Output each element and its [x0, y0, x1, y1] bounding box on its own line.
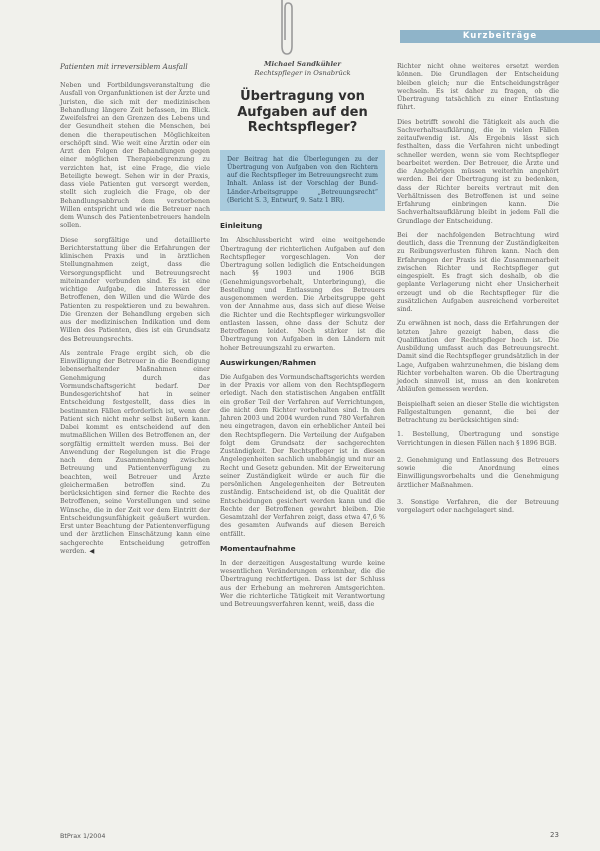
paperclip-icon — [275, 0, 297, 58]
section-banner-label: Kurzbeiträge — [462, 31, 538, 41]
section-heading: Momentaufnahme — [220, 543, 296, 553]
article-title: Übertragung von Aufgaben auf den Rechtspfleger? — [237, 89, 368, 135]
article-abstract: Der Beitrag hat die Überlegungen zu der Übertragung von Aufgaben von den Richtern auf die Rechtspfleger im Betreuungsrecht zum Inhalt. Anlass ist der Vorschlag der Bund-Länder-Arbeitsgruppe „Betreuungsrecht“ (Bericht S. 3, Entwurf, 9. Satz 1 BR). — [220, 150, 385, 212]
middle-column — [220, 60, 385, 614]
end-of-article-icon: ◀ — [89, 546, 95, 555]
author-role: Rechtspfleger in Osnabrück — [254, 68, 351, 77]
section-heading: Auswirkungen/Rahmen — [220, 357, 317, 367]
author-name: Michael Sandkühler — [264, 60, 341, 68]
list-item: 1. Bestellung, Übertragung und sonstige Verrichtungen in diesen Fällen nach § 1896 BGB. — [397, 430, 559, 447]
paragraph: Beispielhaft seien an dieser Stelle die wichtigsten Fallgestaltungen genannt, die bei der Betrachtung zu berücksichtigen sind: — [397, 399, 559, 424]
numbered-list — [397, 430, 559, 514]
paragraph: Zu erwähnen ist noch, dass die Erfahrungen der letzten Jahre gezeigt haben, dass die Qualifikation der Rechtspfleger hoch ist. Die Ausbildung umfasst auch das Betreuungsrecht. Damit sind die Rechtspfleger grundsätzlich in der Lage, Aufgaben wahrzunehmen, die bislang dem Richter vorbehalten waren. Ob die Übertragung jedoch sinnvoll ist, muss an den konkreten Abläufen gemessen werden. — [397, 319, 559, 394]
section-heading: Einleitung — [220, 221, 263, 231]
paragraph: Dies betrifft sowohl die Tätigkeit als auch die Sachverhaltsaufklärung, die in vielen Fällen zeitaufwendig ist. Als Ergebnis lässt sich festhalten, dass die Verfahren nicht unbedingt schneller werden, wenn sie vom Rechtspfleger bearbeitet werden. Der Betreuer, die Ärzte und die Angehörigen müssen weiterhin angehört werden. Bei der Übertragung ist zu bedenken, dass der Richter bereits vertraut mit den Verhältnissen des Betroffenen ist und seine Erfahrung einbringen kann. Die Sachverhaltsaufklärung bleibt in jedem Fall die Grundlage der Entscheidung. — [397, 117, 559, 225]
paragraph: In der derzeitigen Ausgestaltung wurde keine wesentlichen Veränderungen erkennbar, die die Übertragung rechtfertigen. Dass ist der Schluss aus der Erhebung an mehreren Amtsgerichten. Wer die richterliche Tätigkeit mit Verantwortung und Betreuungsverfahren kennt, weiß, dass die — [220, 558, 385, 609]
paragraph: Neben und Fortbildungsveranstaltung die Ausfall von Organfunktionen ist der Ärzte und Juristen, die sich mit der medizinischen Behandlung längere Zeit befassen, im Blick. Zweifelsfrei an den Grenzen des Lebens und der Gesundheit stehen die Menschen, bei denen die therapeutischen Möglichkeiten erschöpft sind. Wie weit eine Ärztin oder ein Arzt den Folgen der Behandlungen gegen einer möglichen Therapiebegrenzung zu verzichten hat, ist eine Frage, die viele Beteiligte bewegt. Sehen wir in der Praxis, dass viele Patienten gut versorgt werden, stellt sich zugleich die Frage, ob der Behandlungsabbruch dem verstorbenen Willen entspricht und wie die Betreuer nach dem Wunsch des Patientenbetreuers handeln sollen. — [60, 81, 210, 230]
previous-article-heading: Patienten mit irreversiblem Ausfall — [60, 62, 188, 71]
section-banner — [400, 30, 600, 43]
page-number: 23 — [550, 831, 559, 839]
list-item: 2. Genehmigung und Entlassung des Betreuers sowie die Anordnung eines Einwilligungsvorbehalts und die Genehmigung ärztlicher Maßnahmen. — [397, 455, 559, 489]
journal-footer: BtPrax 1/2004 — [60, 832, 106, 840]
author-block — [220, 60, 385, 77]
left-column — [60, 62, 210, 561]
paragraph: Im Abschlussbericht wird eine weitgehende Übertragung der richterlichen Aufgaben auf den Rechtspfleger vorgeschlagen. Von der Übertragung sollen lediglich die Entscheidungen nach §§ 1903 und 1906 BGB (Genehmigungsvorbehalt, Unterbringung), die Bestellung und Entlassung des Betreuers ausgenommen werden. Die Arbeitsgruppe geht von der Annahme aus, dass sich auf diese Weise die Richter und die Rechtspfleger wirkungsvoller entlasten lassen, ohne dass der Schutz der Betroffenen leidet. Noch stärker ist die Übertragung von Aufgaben in den Ländern mit hoher Betreuungszahl zu erwarten. — [220, 236, 385, 352]
list-item: 3. Sonstige Verfahren, die der Betreuung vorgelagert oder nachgelagert sind. — [397, 497, 559, 514]
paragraph: Die Aufgaben des Vormundschaftsgerichts werden in der Praxis vor allem von den Rechtspflegern erledigt. Nach den statistischen Angaben entfällt ein großer Teil der Verfahren auf Verrichtungen, die nicht dem Richter vorbehalten sind. In den Jahren 2003 und 2004 wurden rund 780 Verfahren neu eingetragen, davon ein erheblicher Anteil bei den Rechtspflegern. Die Verteilung der Aufgaben folgt dem Grundsatz der sachgerechten Zuständigkeit. Der Rechtspfleger ist in diesen Angelegenheiten sachlich unabhängig und nur an Recht und Gesetz gebunden. Mit der Erweiterung seiner Zuständigkeit würde er auch für die persönlichen Angelegenheiten der Betreuten zuständig. Entscheidend ist, ob die Qualität der Entscheidungen gesichert werden kann und die Rechte der Betroffenen gewahrt bleiben. Die Gesamtzahl der Verfahren zeigt, dass etwa 47,6 % des gesamten Aufwands auf diesen Bereich entfällt. — [220, 372, 385, 538]
paragraph-text: Als zentrale Frage ergibt sich, ob die Einwilligung der Betreuer in die Beendigung lebenserhaltender Maßnahmen einer Genehmigung durch das Vormundschaftsgericht bedarf. Der Bundesgerichtshof hat in seiner Entscheidung festgestellt, dass dies in bestimmten Fällen erforderlich ist, wenn der Patient sich nicht mehr selbst äußern kann. Dabei kommt es entscheidend auf den mutmaßlichen Willen des Betroffenen an, der sorgfältig ermittelt werden muss. Bei der Anwendung der Regelungen ist die Frage nach dem Zusammenhang zwischen Betreuung und Patientenverfügung zu beachten, weil Betreuer und Ärzte gleichermaßen betroffen sind. Zu berücksichtigen sind ferner die Rechte des Betroffenen, seine Vorstellungen und seine Wünsche, die in der Zeit vor dem Eintritt der Entscheidungsunfähigkeit geäußert wurden. Erst unter Beachtung der Patientenverfügung und der ärztlichen Einschätzung kann eine sachgerechte Entscheidung getroffen werden. — [60, 348, 210, 555]
paragraph: Diese sorgfältige und detaillierte Berichterstattung über die Erfahrungen der klinischen Praxis und in ärztlichen Stellungnahmen zeigt, dass die Versorgungspflicht und Betreuungsrecht miteinander verbunden sind. Es ist eine wichtige Aufgabe, die Interessen der Betroffenen, den Willen und die Würde des Patienten zu respektieren und zu bewahren. Die Grenzen der Behandlung ergeben sich aus der medizinischen Indikation und dem Willen des Patienten, dies ist ein Grundsatz des Betreuungsrechts. — [60, 235, 210, 343]
right-column — [397, 62, 559, 523]
paragraph: Bei der nachfolgenden Betrachtung wird deutlich, dass die Trennung der Zuständigkeiten zu Reibungsverlusten führen kann. Nach den Erfahrungen der Praxis ist die Zusammenarbeit zwischen Richter und Rechtspfleger gut eingespielt. Es fragt sich deshalb, ob die geplante Verlagerung nicht eher Unsicherheit erzeugt und ob die Rechtspfleger für die zusätzlichen Aufgaben ausreichend vorbereitet sind. — [397, 230, 559, 313]
paragraph: Richter nicht ohne weiteres ersetzt werden können. Die Grundlagen der Entscheidung bleiben gleich; nur die Entscheidungsträger wechseln. Es ist daher zu fragen, ob die Übertragung tatsächlich zu einer Entlastung führt. — [397, 62, 559, 112]
paragraph — [60, 349, 210, 555]
